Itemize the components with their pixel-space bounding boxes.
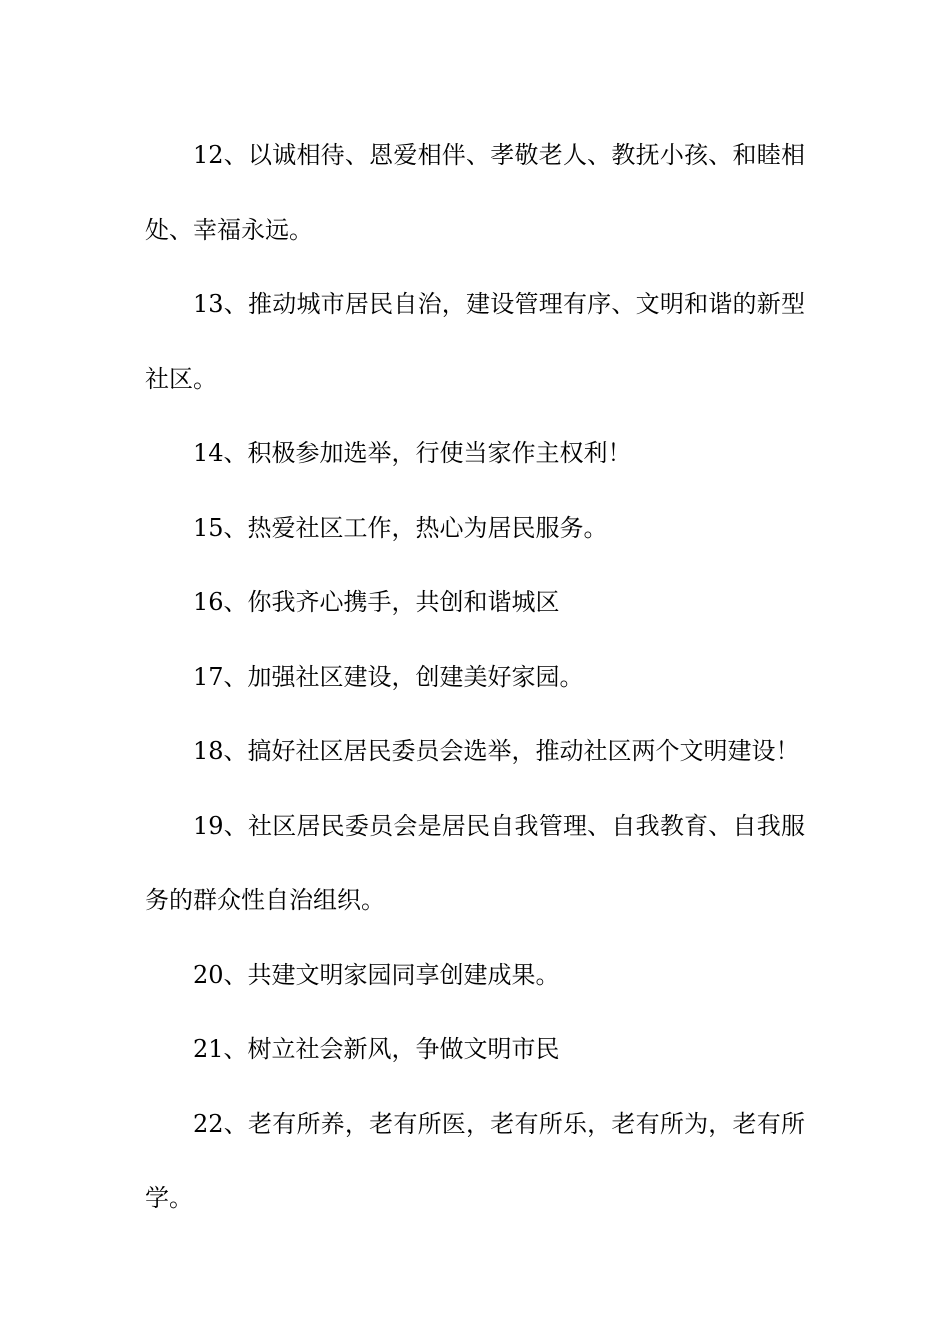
document-body: [145, 118, 805, 1236]
slogan-item-18: 18、搞好社区居民委员会选举，推动社区两个文明建设！: [193, 737, 800, 765]
slogan-item-22: 22、老有所养，老有所医，老有所乐，老有所为，老有所学。: [145, 1109, 805, 1212]
slogan-item-12: 12、以诚相待、恩爱相伴、孝敬老人、教抚小孩、和睦相处、幸福永远。: [145, 141, 805, 244]
slogan-item-20: 20、共建文明家园同享创建成果。: [193, 960, 560, 989]
slogan-item-17: 17、加强社区建设，创建美好家园。: [193, 662, 584, 691]
slogan-item-21: 21、树立社会新风，争做文明市民: [193, 1035, 560, 1063]
slogan-item-19: 19、社区居民委员会是居民自我管理、自我教育、自我服务的群众性自治组织。: [145, 811, 805, 914]
slogan-item-13: 13、推动城市居民自治，建设管理有序、文明和谐的新型社区。: [145, 290, 805, 393]
slogan-item-15: 15、热爱社区工作，热心为居民服务。: [193, 513, 608, 542]
slogan-item-16: 16、你我齐心携手，共创和谐城区: [193, 588, 560, 616]
slogan-item-14: 14、积极参加选举，行使当家作主权利！: [193, 439, 632, 467]
